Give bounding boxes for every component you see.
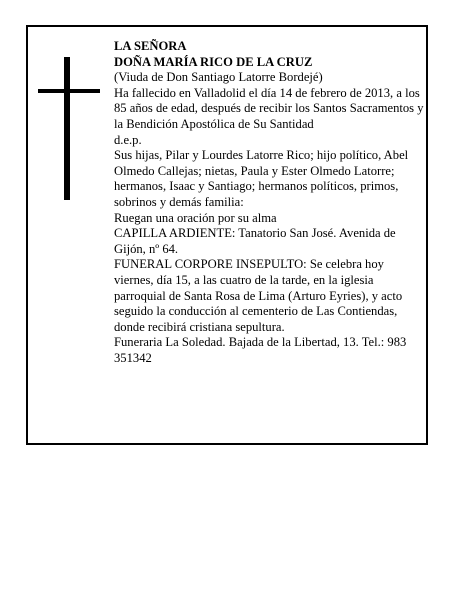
- deceased-name: DOÑA MARÍA RICO DE LA CRUZ: [114, 54, 313, 69]
- prayer-request: Ruegan una oración por su alma: [114, 210, 277, 225]
- chapel-info: CAPILLA ARDIENTE: Tanatorio San José. Avenida de Gijón, nº 64.: [114, 226, 396, 256]
- dep-line: d.e.p.: [114, 132, 142, 147]
- cross-icon: [38, 57, 100, 200]
- notice-text: [114, 39, 426, 366]
- funeral-info: FUNERAL CORPORE INSEPULTO: Se celebra hoy viernes, día 15, a las cuatro de la tarde, en la iglesia parroquial de Santa Rosa de Lima (Arturo Eyries), y acto seguido la conducción al cementerio de Las Contiendas, donde recibirá cristiana sepultura.: [114, 257, 403, 334]
- death-announcement: Ha fallecido en Valladolid el día 14 de febrero de 2013, a los 85 años de edad, después de recibir los Santos Sacramentos y la Bendición Apostólica de Su Santidad: [114, 85, 424, 131]
- obituary-notice: [26, 25, 428, 445]
- notice-subtitle: (Viuda de Don Santiago Latorre Bordejé): [114, 70, 323, 85]
- family-list: Sus hijas, Pilar y Lourdes Latorre Rico; hijo político, Abel Olmedo Callejas; nietas, Paula y Ester Olmedo Latorre; hermanos, Isaac y Santiago; hermanos políticos, primos, sobrinos y demás familia:: [114, 148, 409, 209]
- notice-title-line1: LA SEÑORA: [114, 39, 187, 53]
- funeral-home-info: Funeraria La Soledad. Bajada de la Libertad, 13. Tel.: 983 351342: [114, 335, 407, 365]
